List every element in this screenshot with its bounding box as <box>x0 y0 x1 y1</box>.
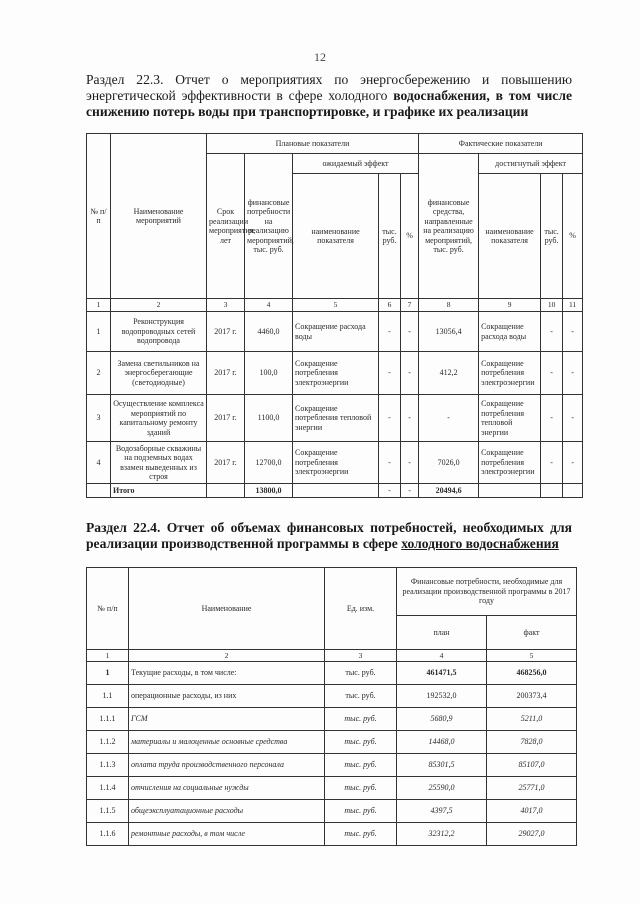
th-term: Срок реализации мероприятия, лет <box>207 154 245 299</box>
row-tr-2: - <box>541 352 563 395</box>
row-num: 1.1.1 <box>87 708 129 731</box>
row-unit: тыс. руб. <box>325 731 397 754</box>
row-need: 100,0 <box>245 352 293 395</box>
row-pc: - <box>401 442 419 484</box>
th-num: № п/п <box>87 134 111 299</box>
th-fin: Финансовые потребности, необходимые для реализации производственной программы в 2017 году <box>397 568 577 616</box>
row-name: общеэксплуатационные расходы <box>129 800 325 823</box>
col-number: 1 <box>87 650 129 662</box>
row-tr: - <box>379 442 401 484</box>
row-effect: Сокращение расхода воды <box>293 312 379 352</box>
section-22-3-title-line2: водоснабжения, в том числе снижению потерь воды при транспортировке, и графике их реализации <box>86 88 572 119</box>
row-tr-2: - <box>541 442 563 484</box>
total-dash: - <box>379 484 401 498</box>
page-number: 12 <box>314 50 326 64</box>
row-spent: 412,2 <box>419 352 479 395</box>
row-unit: тыс. руб. <box>325 662 397 685</box>
row-name: материалы и малоценные основные средства <box>129 731 325 754</box>
table-row <box>87 312 583 352</box>
row-unit: тыс. руб. <box>325 754 397 777</box>
section-22-4-title-line2: холодного водоснабжения <box>401 536 559 551</box>
row-plan: 14468,0 <box>397 731 487 754</box>
row-name: ремонтные расходы, в том числе <box>129 823 325 846</box>
th-expected-effect: ожидаемый эффект <box>293 154 419 174</box>
th-fact: Фактические показатели <box>419 134 583 154</box>
row-tr-2: - <box>541 395 563 442</box>
row-fact: 468256,0 <box>487 662 577 685</box>
row-fact: 85107,0 <box>487 754 577 777</box>
th-fin-need: финансовые потребности на реализацию мероприятий, тыс. руб. <box>245 154 293 299</box>
row-name: Текущие расходы, в том числе: <box>129 662 325 685</box>
row-unit: тыс. руб. <box>325 708 397 731</box>
table-row <box>87 662 577 685</box>
row-need: 1100,0 <box>245 395 293 442</box>
row-fact: 29027,0 <box>487 823 577 846</box>
th-plan: Плановые показатели <box>207 134 419 154</box>
row-num: 1 <box>87 662 129 685</box>
row-fact: 25771,0 <box>487 777 577 800</box>
col-number: 9 <box>479 299 541 312</box>
col-number: 5 <box>293 299 379 312</box>
row-plan: 85301,5 <box>397 754 487 777</box>
row-pc: - <box>401 352 419 395</box>
row-pc: - <box>401 312 419 352</box>
row-plan: 25590,0 <box>397 777 487 800</box>
row-effect: Сокращение потребления тепловой энергии <box>293 395 379 442</box>
row-num: 1.1.4 <box>87 777 129 800</box>
table-row <box>87 708 577 731</box>
energy-saving-table <box>86 133 583 498</box>
row-effect-2: Сокращение потребления электроэнергии <box>479 352 541 395</box>
row-spent: 7026,0 <box>419 442 479 484</box>
th-unit: Ед. изм. <box>325 568 397 650</box>
th-achieved-effect: достигнутый эффект <box>479 154 583 174</box>
total-spent: 20494,6 <box>419 484 479 498</box>
row-name: Замена светильников на энергосберегающие (светодиодные) <box>111 352 207 395</box>
row-name: оплата труда производственного персонала <box>129 754 325 777</box>
row-plan: 4397,5 <box>397 800 487 823</box>
row-effect-2: Сокращение расхода воды <box>479 312 541 352</box>
row-unit: тыс. руб. <box>325 777 397 800</box>
row-tr-2: - <box>541 312 563 352</box>
row-unit: тыс. руб. <box>325 823 397 846</box>
col-number: 8 <box>419 299 479 312</box>
col-number: 5 <box>487 650 577 662</box>
row-plan: 5680,9 <box>397 708 487 731</box>
col-number: 11 <box>563 299 583 312</box>
col-number: 4 <box>397 650 487 662</box>
table-row <box>87 395 583 442</box>
row-plan: 461471,5 <box>397 662 487 685</box>
row-num: 3 <box>87 395 111 442</box>
row-need: 4460,0 <box>245 312 293 352</box>
row-tr: - <box>379 312 401 352</box>
total-need: 13800,0 <box>245 484 293 498</box>
col-number: 1 <box>87 299 111 312</box>
row-term: 2017 г. <box>207 312 245 352</box>
th-fact: факт <box>487 616 577 650</box>
col-number: 6 <box>379 299 401 312</box>
row-num: 1.1 <box>87 685 129 708</box>
col-number: 3 <box>325 650 397 662</box>
row-name: операционные расходы, из них <box>129 685 325 708</box>
row-term: 2017 г. <box>207 442 245 484</box>
row-effect-2: Сокращение потребления тепловой энергии <box>479 395 541 442</box>
table-row <box>87 823 577 846</box>
table-row <box>87 800 577 823</box>
col-number: 3 <box>207 299 245 312</box>
financial-needs-table <box>86 567 577 846</box>
th-plan: план <box>397 616 487 650</box>
row-fact: 5211,0 <box>487 708 577 731</box>
th-indicator-name: наименование показателя <box>293 174 379 299</box>
row-fact: 4017,0 <box>487 800 577 823</box>
col-number: 2 <box>129 650 325 662</box>
row-plan: 192532,0 <box>397 685 487 708</box>
row-name: Водозаборные скважины на подземных водах взамен выведенных из строя <box>111 442 207 484</box>
row-effect: Сокращение потребления электроэнергии <box>293 352 379 395</box>
row-spent: - <box>419 395 479 442</box>
th-indicator-name-2: наименование показателя <box>479 174 541 299</box>
th-tys-rub: тыс. руб. <box>379 174 401 299</box>
row-tr: - <box>379 352 401 395</box>
row-unit: тыс. руб. <box>325 685 397 708</box>
section-22-3-heading <box>86 72 572 120</box>
row-pc-2: - <box>563 442 583 484</box>
table-row <box>87 754 577 777</box>
th-name: Наименование мероприятий <box>111 134 207 299</box>
row-name: ГСМ <box>129 708 325 731</box>
row-spent: 13056,4 <box>419 312 479 352</box>
section-22-4-title-line1: Раздел 22.4. Отчет об объемах финансовых потребностей, необходимых для реализации производственной программы в сфере <box>86 520 572 551</box>
th-name: Наименование <box>129 568 325 650</box>
row-num: 2 <box>87 352 111 395</box>
row-name: Осуществление комплекса мероприятий по капитальному ремонту зданий <box>111 395 207 442</box>
col-number: 10 <box>541 299 563 312</box>
row-tr: - <box>379 395 401 442</box>
row-effect-2: Сокращение потребления электроэнергии <box>479 442 541 484</box>
table-row <box>87 442 583 484</box>
col-number: 2 <box>111 299 207 312</box>
row-num: 1 <box>87 312 111 352</box>
col-number: 4 <box>245 299 293 312</box>
row-num: 1.1.2 <box>87 731 129 754</box>
total-label: Итого <box>111 484 207 498</box>
row-name: Реконструкция водопроводных сетей водопровода <box>111 312 207 352</box>
row-effect: Сокращение потребления электроэнергии <box>293 442 379 484</box>
table-row <box>87 777 577 800</box>
row-pc: - <box>401 395 419 442</box>
row-plan: 32312,2 <box>397 823 487 846</box>
col-number: 7 <box>401 299 419 312</box>
row-num: 1.1.3 <box>87 754 129 777</box>
row-need: 12700,0 <box>245 442 293 484</box>
th-num: № п/п <box>87 568 129 650</box>
table-row <box>87 731 577 754</box>
row-fact: 200373,4 <box>487 685 577 708</box>
total-row <box>87 484 583 498</box>
row-pc-2: - <box>563 352 583 395</box>
th-tys-rub-2: тыс. руб. <box>541 174 563 299</box>
row-name: отчисления на социальные нужды <box>129 777 325 800</box>
row-num: 4 <box>87 442 111 484</box>
row-pc-2: - <box>563 395 583 442</box>
th-fin-spent: финансовые средства, направленные на реализацию мероприятий, тыс. руб. <box>419 154 479 299</box>
table-row <box>87 685 577 708</box>
table-row <box>87 352 583 395</box>
row-num: 1.1.5 <box>87 800 129 823</box>
row-term: 2017 г. <box>207 395 245 442</box>
th-percent: % <box>401 174 419 299</box>
row-num: 1.1.6 <box>87 823 129 846</box>
row-unit: тыс. руб. <box>325 800 397 823</box>
row-fact: 7828,0 <box>487 731 577 754</box>
total-dash: - <box>401 484 419 498</box>
row-term: 2017 г. <box>207 352 245 395</box>
row-pc-2: - <box>563 312 583 352</box>
th-percent-2: % <box>563 174 583 299</box>
section-22-3-title-line1: Раздел 22.3. Отчет о мероприятиях по энергосбережению и повышению энергетической эффективности в сфере холодного <box>86 72 572 103</box>
section-22-4-heading <box>86 520 572 552</box>
